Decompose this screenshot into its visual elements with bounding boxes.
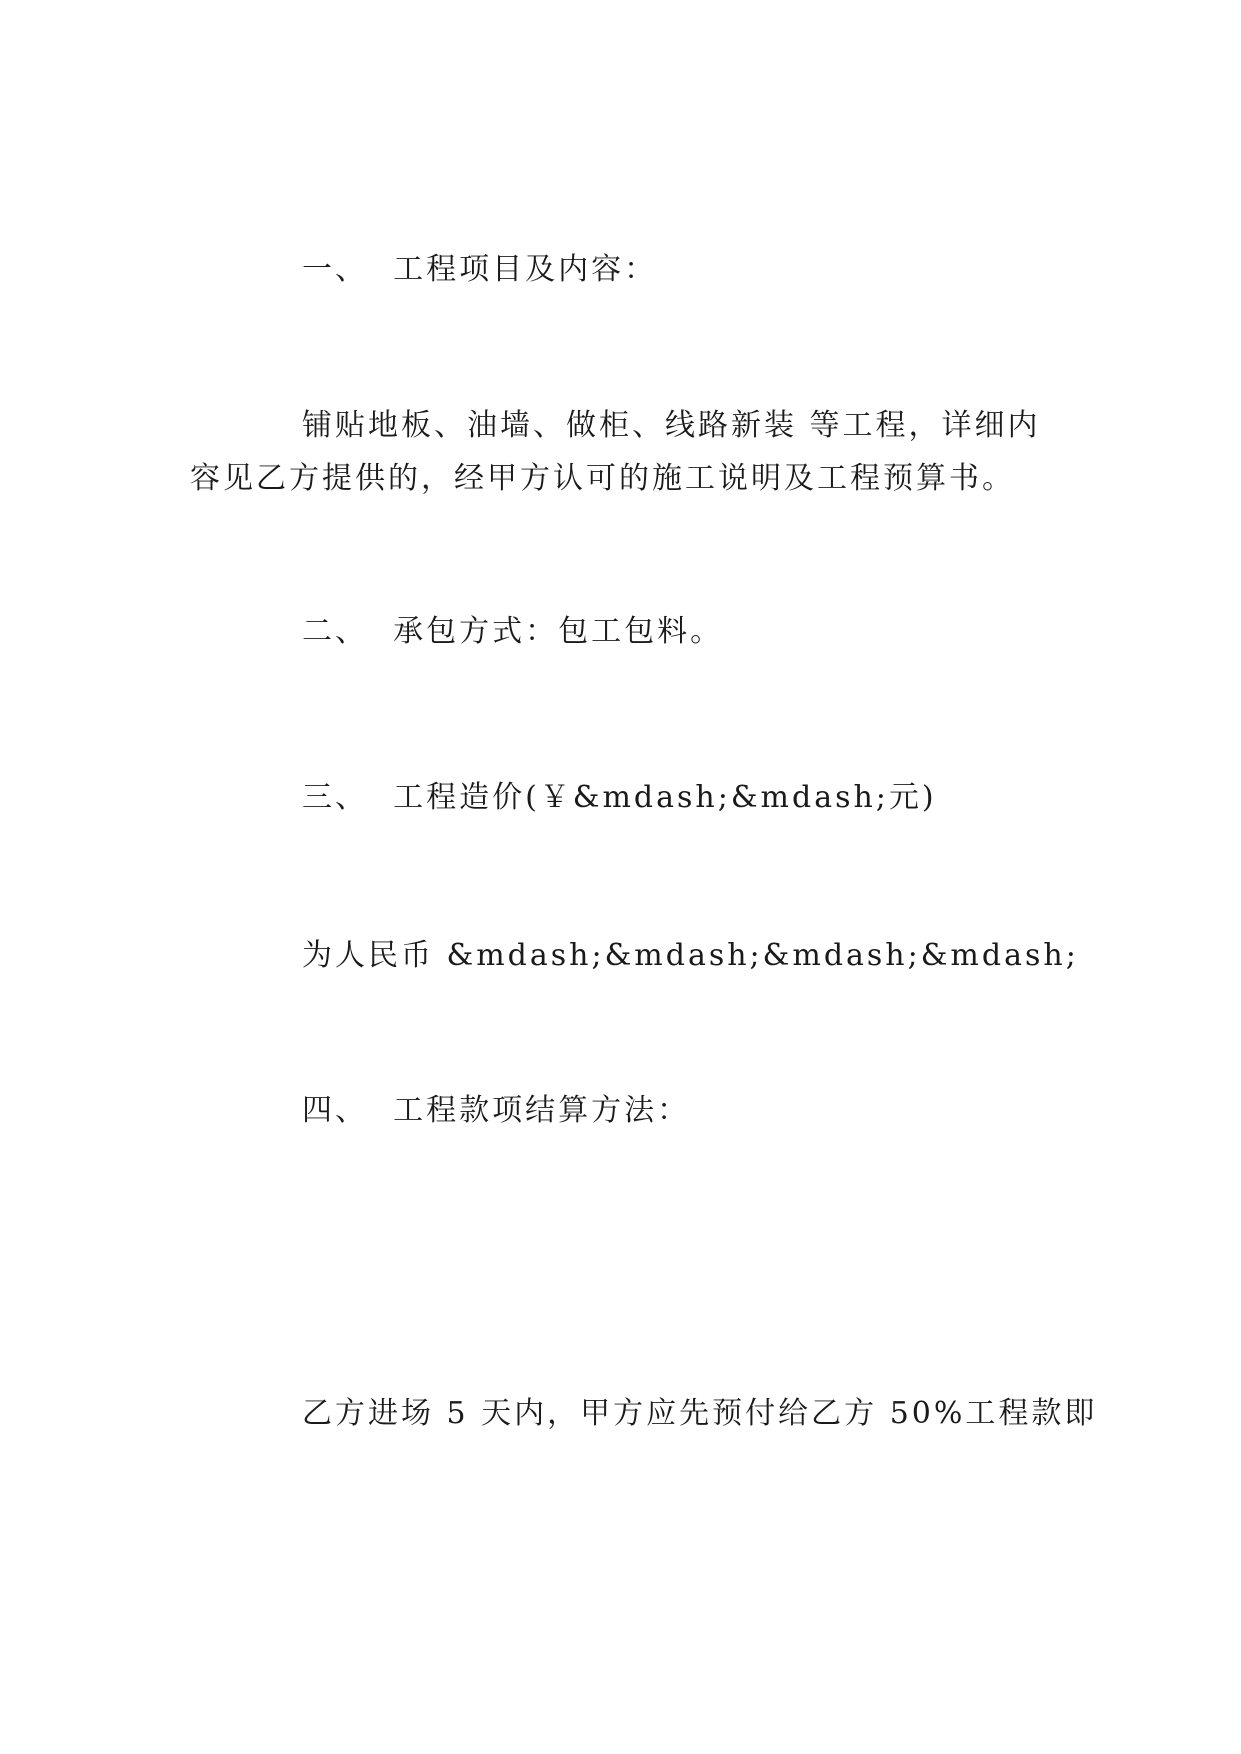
section-1-body-line-1: 铺贴地板、油墙、做柜、线路新装 等工程，详细内 — [302, 408, 1041, 443]
section-3-heading: 三、 工程造价(￥&mdash;&mdash;元) — [302, 780, 937, 815]
section-4-heading: 四、 工程款项结算方法： — [302, 1093, 691, 1128]
section-3-body: 为人民币 &mdash;&mdash;&mdash;&mdash; — [302, 938, 1079, 973]
section-4-body-line-1: 乙方进场 5 天内，甲方应先预付给乙方 50%工程款即 — [302, 1396, 1098, 1431]
section-2-heading: 二、 承包方式：包工包料。 — [302, 614, 724, 649]
section-1-body-line-2: 容见乙方提供的，经甲方认可的施工说明及工程预算书。 — [190, 461, 1015, 496]
section-1-heading: 一、 工程项目及内容： — [302, 252, 658, 287]
